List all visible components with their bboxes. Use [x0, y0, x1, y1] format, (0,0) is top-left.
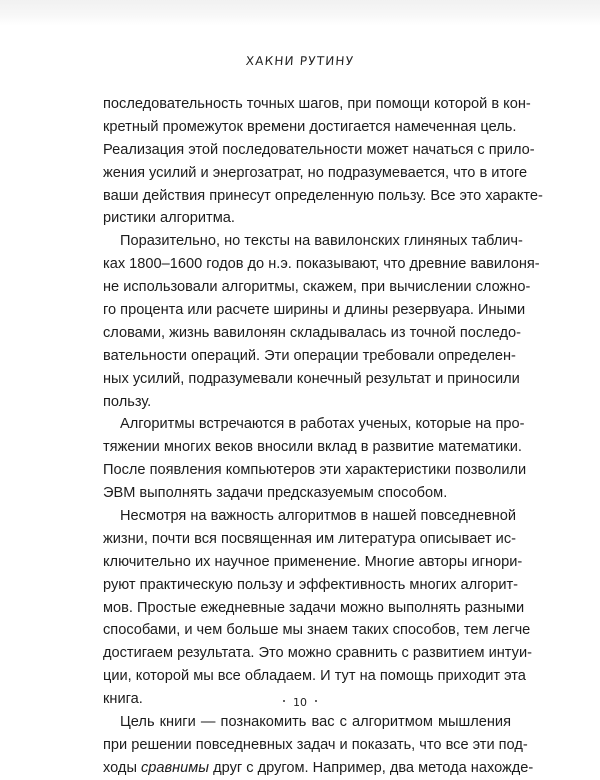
folio-dot-icon — [315, 700, 317, 702]
paragraph-3 — [103, 413, 527, 505]
text-line: После появления компьютеров эти характеристики позволили — [103, 462, 527, 479]
text-line: жения усилий и энергозатрат, но подразумевается, что в итоге — [103, 164, 528, 181]
text-line: Цель книги — познакомить вас с алгоритмом мышления — [120, 714, 511, 731]
text-line: ных усилий, подразумевали конечный результат и приносили — [103, 370, 520, 387]
text-line: кретный промежуток времени достигается намеченная цель. — [103, 118, 517, 135]
page-number: 10 — [293, 696, 307, 709]
text-line: способами, и чем больше мы знаем таких способов, тем легче — [103, 622, 531, 639]
body-text — [103, 93, 543, 780]
text-line: Несмотря на важность алгоритмов в нашей повседневной — [120, 508, 517, 525]
paragraph-1 — [103, 93, 543, 230]
text-line: ключительно их научное применение. Многие авторы игнори- — [103, 553, 523, 570]
text-line: руют практическую пользу и эффективность многих алгорит- — [103, 576, 519, 593]
page-number-footer — [0, 696, 600, 709]
text-line: пользу. — [103, 393, 152, 410]
text-line: книга. — [103, 691, 143, 708]
text-line: ЭВМ выполнять задачи предсказуемым способом. — [103, 485, 448, 502]
text-line-mixed — [103, 757, 534, 780]
page-top-edge — [0, 0, 600, 26]
text-line: Алгоритмы встречаются в работах ученых, которые на про- — [120, 416, 525, 433]
text-line: жизни, почти вся посвященная им литература описывает ис- — [103, 530, 516, 547]
text-line: го процента или расчете ширины и длины резервуара. Иными — [103, 302, 526, 319]
text-line: ристики алгоритма. — [103, 210, 235, 227]
text-line: достигаем результата. Это можно сравнить с развитием интуи- — [103, 645, 532, 662]
text-line: при решении повседневных задач и показать, что все эти под- — [103, 736, 528, 753]
text-line: вательности операций. Эти операции требовали определен- — [103, 347, 516, 364]
text-line: ках 1800–1600 годов до н.э. показывают, что древние вавилоня- — [103, 256, 540, 273]
text-line: Реализация этой последовательности может начаться с прило- — [103, 141, 535, 158]
text-line: последовательность точных шагов, при помощи которой в кон- — [103, 96, 531, 112]
italic-emphasis: сравнимы — [141, 759, 210, 776]
text-line: Поразительно, но тексты на вавилонских глиняных таблич- — [120, 233, 523, 250]
text-line: словами, жизнь вавилонян складывалась из точной последо- — [103, 324, 521, 341]
paragraph-2 — [103, 230, 540, 413]
text-line: ции, которой мы все обладаем. И тут на помощь приходит эта — [103, 668, 526, 685]
text-line: мов. Простые ежедневные задачи можно выполнять разными — [103, 599, 525, 616]
text-run: друг с другом. Например, два метода нахожде- — [209, 759, 534, 776]
text-run: ходы — [103, 759, 141, 776]
text-line: тяжении многих веков вносили вклад в развитие математики. — [103, 439, 522, 456]
folio-dot-icon — [283, 700, 285, 702]
paragraph-4 — [103, 505, 532, 711]
paragraph-5 — [103, 711, 534, 780]
text-line: ваши действия принесут определенную пользу. Все это характе- — [103, 187, 543, 204]
running-head: ХАКНИ РУТИНУ — [245, 54, 355, 68]
text-line: не использовали алгоритмы, скажем, при вычислении сложно- — [103, 279, 531, 296]
